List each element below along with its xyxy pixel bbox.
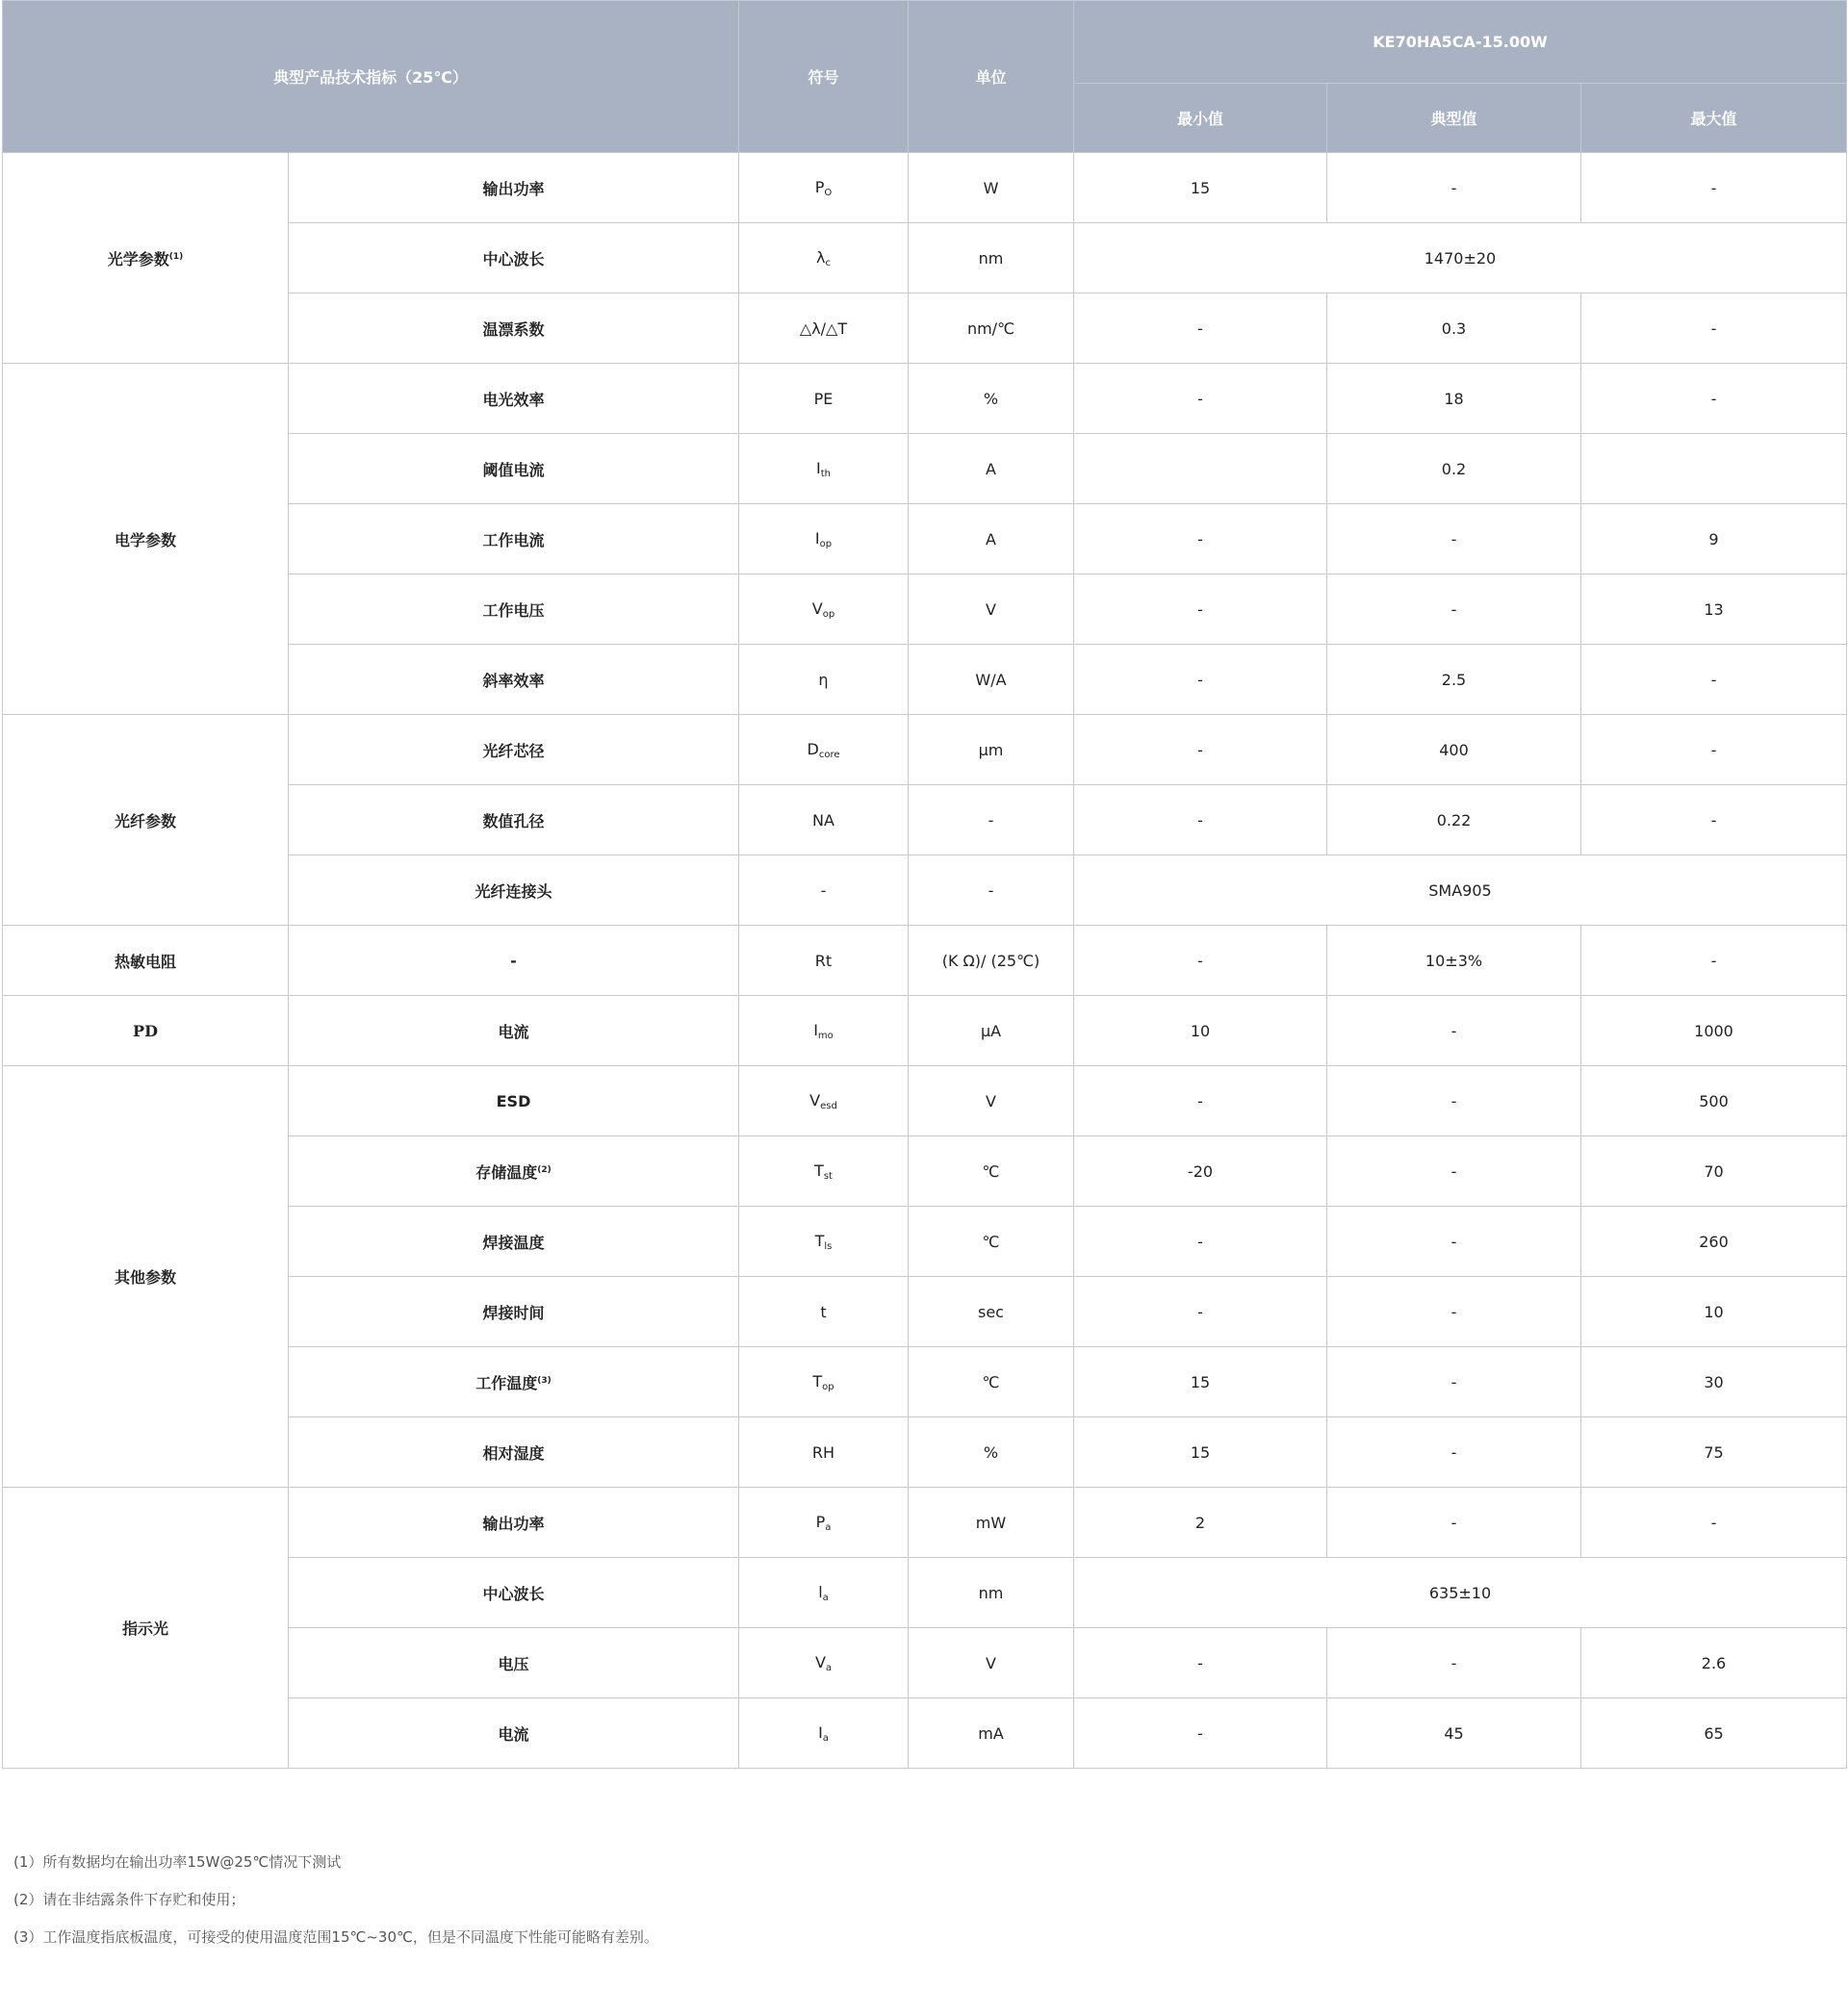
table-row [3,1066,1847,1136]
footnotes [13,1850,658,1963]
unit-cell: W/A [909,645,1074,715]
max-value-cell: - [1581,364,1847,434]
symbol-cell [739,1628,909,1698]
param-name-text: 电流 [498,1022,529,1041]
param-name [289,645,739,715]
param-name-text: 焊接温度 [482,1233,545,1252]
symbol-subscript: O [824,187,833,198]
symbol-cell [739,1347,909,1417]
param-name-text: 中心波长 [482,1584,545,1603]
symbol-cell [739,1066,909,1136]
unit-cell: V [909,1628,1074,1698]
param-name-text: 数值孔径 [482,811,545,830]
typ-value-cell: 0.3 [1327,293,1581,364]
header-max: 最大值 [1581,84,1847,153]
symbol-cell [739,1136,909,1207]
unit-cell: μm [909,715,1074,785]
symbol-cell [739,1417,909,1488]
param-name-text: 工作温度 [475,1373,538,1392]
max-value-cell: - [1581,293,1847,364]
max-value-cell: 260 [1581,1207,1847,1277]
table-row [3,996,1847,1066]
max-value-cell [1581,434,1847,504]
min-value-cell: - [1074,1698,1327,1769]
symbol-subscript: a [825,1521,832,1533]
symbol-text: I [816,458,821,477]
symbol-cell [739,926,909,996]
unit-cell: V [909,574,1074,645]
symbol-text: T [814,1231,825,1250]
param-name [289,504,739,574]
param-name [289,1207,739,1277]
max-value-cell: 10 [1581,1277,1847,1347]
merged-value-cell: 635±10 [1074,1558,1847,1628]
param-name-text: 光纤连接头 [475,881,552,901]
typ-value-cell: - [1327,1347,1581,1417]
symbol-cell [739,1698,909,1769]
symbol-text: T [812,1371,823,1390]
unit-cell: ℃ [909,1347,1074,1417]
min-value-cell: - [1074,1207,1327,1277]
unit-cell: nm [909,223,1074,293]
group-label-text: 其他参数 [114,1268,176,1287]
symbol-text: t [820,1302,827,1321]
table-row [3,364,1847,434]
typ-value-cell: - [1327,1488,1581,1558]
header-min: 最小值 [1074,84,1327,153]
symbol-text: η [818,670,829,689]
typ-value-cell: - [1327,1628,1581,1698]
param-note-marker: (3) [537,1375,552,1386]
param-name [289,855,739,926]
unit-cell: W [909,153,1074,223]
header-model: KE70HA5CA-15.00W [1074,1,1847,84]
merged-value-cell: SMA905 [1074,855,1847,926]
min-value-cell: 15 [1074,1417,1327,1488]
footnote-2: (2）请在非结露条件下存贮和使用； [13,1891,245,1908]
header-symbol: 符号 [739,1,909,153]
typ-value-cell: - [1327,1207,1581,1277]
unit-cell: mA [909,1698,1074,1769]
typ-value-cell: - [1327,574,1581,645]
max-value-cell: - [1581,645,1847,715]
max-value-cell: - [1581,1488,1847,1558]
unit-cell: V [909,1066,1074,1136]
min-value-cell: - [1074,1066,1327,1136]
param-name-text: 电光效率 [482,390,545,409]
param-name-text: 光纤芯径 [482,741,545,760]
param-name [289,926,739,996]
symbol-subscript: mo [817,1030,834,1041]
typ-value-cell: - [1327,1066,1581,1136]
max-value-cell: 75 [1581,1417,1847,1488]
symbol-cell [739,855,909,926]
min-value-cell [1074,434,1327,504]
param-name-text: 斜率效率 [482,671,545,690]
symbol-cell [739,153,909,223]
symbol-subscript: op [822,1381,834,1392]
typ-value-cell: - [1327,996,1581,1066]
symbol-cell [739,1277,909,1347]
symbol-subscript: a [822,1592,829,1603]
group-label-other [3,1066,289,1488]
param-name [289,1628,739,1698]
group-label-text: 光纤参数 [114,811,176,830]
symbol-cell [739,1207,909,1277]
unit-cell: A [909,504,1074,574]
group-label-text: 热敏电阻 [114,952,176,971]
symbol-subscript: ls [824,1240,833,1252]
group-label-text: 电学参数 [114,530,176,549]
table-row [3,153,1847,223]
param-name-text: 相对湿度 [482,1443,545,1463]
symbol-text: T [814,1161,824,1180]
min-value-cell: 2 [1074,1488,1327,1558]
symbol-cell [739,574,909,645]
group-label-text: 指示光 [121,1620,168,1638]
group-label-electrical [3,364,289,715]
merged-value-cell: 1470±20 [1074,223,1847,293]
param-name [289,1277,739,1347]
symbol-cell [739,785,909,855]
symbol-text: l [818,1582,823,1601]
unit-cell: sec [909,1277,1074,1347]
max-value-cell: 30 [1581,1347,1847,1417]
param-name-text: 输出功率 [482,179,545,198]
min-value-cell: - [1074,364,1327,434]
symbol-subscript: a [822,1732,829,1744]
symbol-cell [739,1558,909,1628]
group-label-text: PD [133,1021,158,1040]
param-name-text: 焊接时间 [482,1303,545,1322]
param-name [289,364,739,434]
header-unit: 单位 [909,1,1074,153]
param-name-text: 存储温度 [475,1162,538,1182]
typ-value-cell: 0.2 [1327,434,1581,504]
param-name-text: 电流 [498,1724,529,1744]
unit-cell: nm/℃ [909,293,1074,364]
param-name-text: ESD [496,1091,531,1110]
symbol-text: P [815,1512,826,1531]
unit-cell: nm [909,1558,1074,1628]
table-header [3,1,1847,153]
min-value-cell: -20 [1074,1136,1327,1207]
header-spec: 典型产品技术指标（25℃） [3,1,739,153]
symbol-text: P [814,177,825,196]
param-name [289,1066,739,1136]
param-name [289,1488,739,1558]
max-value-cell: 65 [1581,1698,1847,1769]
param-name [289,574,739,645]
symbol-subscript: a [825,1662,833,1673]
group-label-thermistor [3,926,289,996]
symbol-subscript: esd [820,1100,837,1111]
max-value-cell: 1000 [1581,996,1847,1066]
symbol-text: △λ/△T [799,319,848,338]
unit-cell: ℃ [909,1136,1074,1207]
max-value-cell: - [1581,926,1847,996]
typ-value-cell: - [1327,1417,1581,1488]
max-value-cell: 500 [1581,1066,1847,1136]
symbol-text: PE [813,389,834,408]
symbol-text: λ [816,247,826,267]
param-name [289,434,739,504]
typ-value-cell: 10±3% [1327,926,1581,996]
unit-cell: A [909,434,1074,504]
group-note-marker: (1) [168,251,184,262]
param-name-text: 工作电流 [482,530,545,549]
symbol-subscript: op [819,538,833,549]
symbol-cell [739,364,909,434]
param-name [289,785,739,855]
group-label-text: 光学参数 [107,249,169,268]
max-value-cell: 70 [1581,1136,1847,1207]
symbol-text: I [813,1020,818,1039]
param-name-text: 输出功率 [482,1514,545,1533]
header-typ: 典型值 [1327,84,1581,153]
footnote-1: (1）所有数据均在输出功率15W@25℃情况下测试 [13,1853,342,1871]
unit-cell: % [909,1417,1074,1488]
symbol-text: Rt [814,951,833,970]
typ-value-cell: - [1327,153,1581,223]
min-value-cell: 10 [1074,996,1327,1066]
min-value-cell: - [1074,715,1327,785]
max-value-cell: - [1581,715,1847,785]
symbol-cell [739,715,909,785]
table-body [3,153,1847,1769]
min-value-cell: - [1074,926,1327,996]
max-value-cell: - [1581,153,1847,223]
max-value-cell: 13 [1581,574,1847,645]
typ-value-cell: 0.22 [1327,785,1581,855]
param-name [289,996,739,1066]
symbol-subscript: core [818,749,840,760]
unit-cell: mW [909,1488,1074,1558]
max-value-cell: 2.6 [1581,1628,1847,1698]
typ-value-cell: - [1327,504,1581,574]
param-name [289,1347,739,1417]
param-name-text: 阈值电流 [482,460,545,479]
param-name [289,1417,739,1488]
symbol-subscript: op [822,608,835,620]
table-row [3,926,1847,996]
symbol-text: V [811,599,823,618]
typ-value-cell: - [1327,1136,1581,1207]
min-value-cell: - [1074,574,1327,645]
unit-cell: - [909,785,1074,855]
param-name [289,153,739,223]
typ-value-cell: - [1327,1277,1581,1347]
table-row [3,1488,1847,1558]
symbol-cell [739,223,909,293]
symbol-text: - [820,880,827,900]
min-value-cell: 15 [1074,1347,1327,1417]
unit-cell: μA [909,996,1074,1066]
param-name [289,293,739,364]
param-note-marker: (2) [537,1164,552,1175]
param-name [289,1136,739,1207]
symbol-subscript: st [823,1170,833,1182]
symbol-cell [739,504,909,574]
param-name-text: 中心波长 [482,249,545,268]
param-name [289,715,739,785]
min-value-cell: - [1074,293,1327,364]
typ-value-cell: 400 [1327,715,1581,785]
symbol-cell [739,996,909,1066]
spec-table [2,0,1847,1769]
symbol-cell [739,434,909,504]
typ-value-cell: 2.5 [1327,645,1581,715]
param-name-text: 电压 [498,1654,529,1673]
symbol-cell [739,645,909,715]
min-value-cell: - [1074,1628,1327,1698]
max-value-cell: 9 [1581,504,1847,574]
min-value-cell: - [1074,1277,1327,1347]
symbol-text: V [809,1090,821,1110]
symbol-text: I [818,1722,823,1742]
symbol-text: V [814,1652,826,1671]
symbol-text: NA [812,810,834,829]
footnote-3: (3）工作温度指底板温度，可接受的使用温度范围15℃~30℃，但是不同温度下性能可能略有差别。 [13,1928,658,1946]
min-value-cell: - [1074,645,1327,715]
unit-cell: % [909,364,1074,434]
unit-cell: ℃ [909,1207,1074,1277]
min-value-cell: - [1074,785,1327,855]
symbol-subscript: c [825,257,831,268]
symbol-cell [739,1488,909,1558]
group-label-pd [3,996,289,1066]
param-name-text: 温漂系数 [482,319,545,339]
symbol-text: RH [811,1442,835,1462]
unit-cell: - [909,855,1074,926]
param-name [289,1698,739,1769]
param-name-text: - [510,951,517,970]
min-value-cell: 15 [1074,153,1327,223]
table-row [3,715,1847,785]
max-value-cell: - [1581,785,1847,855]
group-label-optical [3,153,289,364]
symbol-text: D [807,739,819,758]
symbol-subscript: th [820,468,831,479]
param-name [289,1558,739,1628]
symbol-cell [739,293,909,364]
group-label-fiber [3,715,289,926]
group-label-indicator [3,1488,289,1769]
symbol-text: I [814,528,820,548]
param-name-text: 工作电压 [482,600,545,620]
param-name [289,223,739,293]
unit-cell: (K Ω)/ (25℃) [909,926,1074,996]
min-value-cell: - [1074,504,1327,574]
typ-value-cell: 18 [1327,364,1581,434]
typ-value-cell: 45 [1327,1698,1581,1769]
